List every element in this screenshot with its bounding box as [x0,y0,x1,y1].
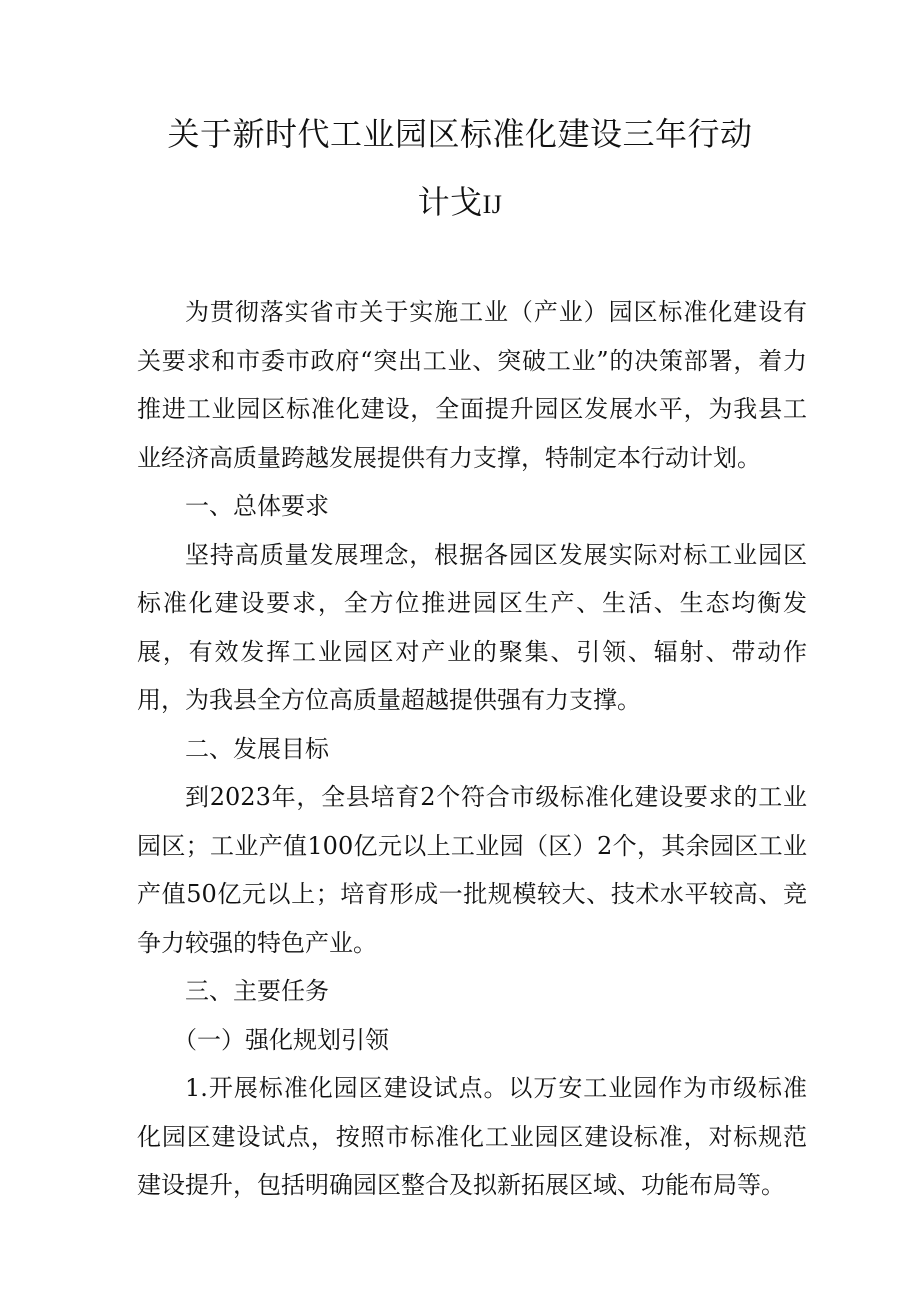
document-title-line-2-main: 计戈 [417,183,483,221]
document-body [137,288,807,1210]
intro-paragraph: 为贯彻落实省市关于实施工业（产业）园区标准化建设有关要求和市委市政府“突出工业、突破工业”的决策部署，着力推进工业园区标准化建设，全面提升园区发展水平，为我县工业经济高质量跨越发展提供有力支撑，特制定本行动计划。 [137,298,807,472]
task-item-1-paragraph: 1.开展标准化园区建设试点。以万安工业园作为市级标准化园区建设试点，按照市标准化工业园区建设标准，对标规范建设提升，包括明确园区整合及拟新拓展区域、功能布局等。 [137,1074,807,1199]
development-goals-paragraph: 到2023年，全县培育2个符合市级标准化建设要求的工业园区；工业产值100亿元以上工业园（区）2个，其余园区工业产值50亿元以上；培育形成一批规模较大、技术水平较高、竞争力较强的特色产业。 [137,783,807,957]
section-heading-general-requirements: 一、总体要求 [185,492,329,520]
subsection-heading-planning: （一）强化规划引领 [173,1025,389,1054]
document-title-line-2-suffix: IJ [482,190,503,219]
document-title-line-1: 关于新时代工业园区标准化建设三年行动 [167,115,753,153]
section-heading-development-goals: 二、发展目标 [185,734,329,763]
general-requirements-paragraph: 坚持高质量发展理念，根据各园区发展实际对标工业园区标准化建设要求，全方位推进园区生产、生活、生态均衡发展，有效发挥工业园区对产业的聚集、引领、辐射、带动作用，为我县全方位高质量超越提供强有力支撑。 [137,540,807,714]
document-title-line-2 [0,182,920,225]
section-heading-main-tasks: 三、主要任务 [185,977,329,1005]
